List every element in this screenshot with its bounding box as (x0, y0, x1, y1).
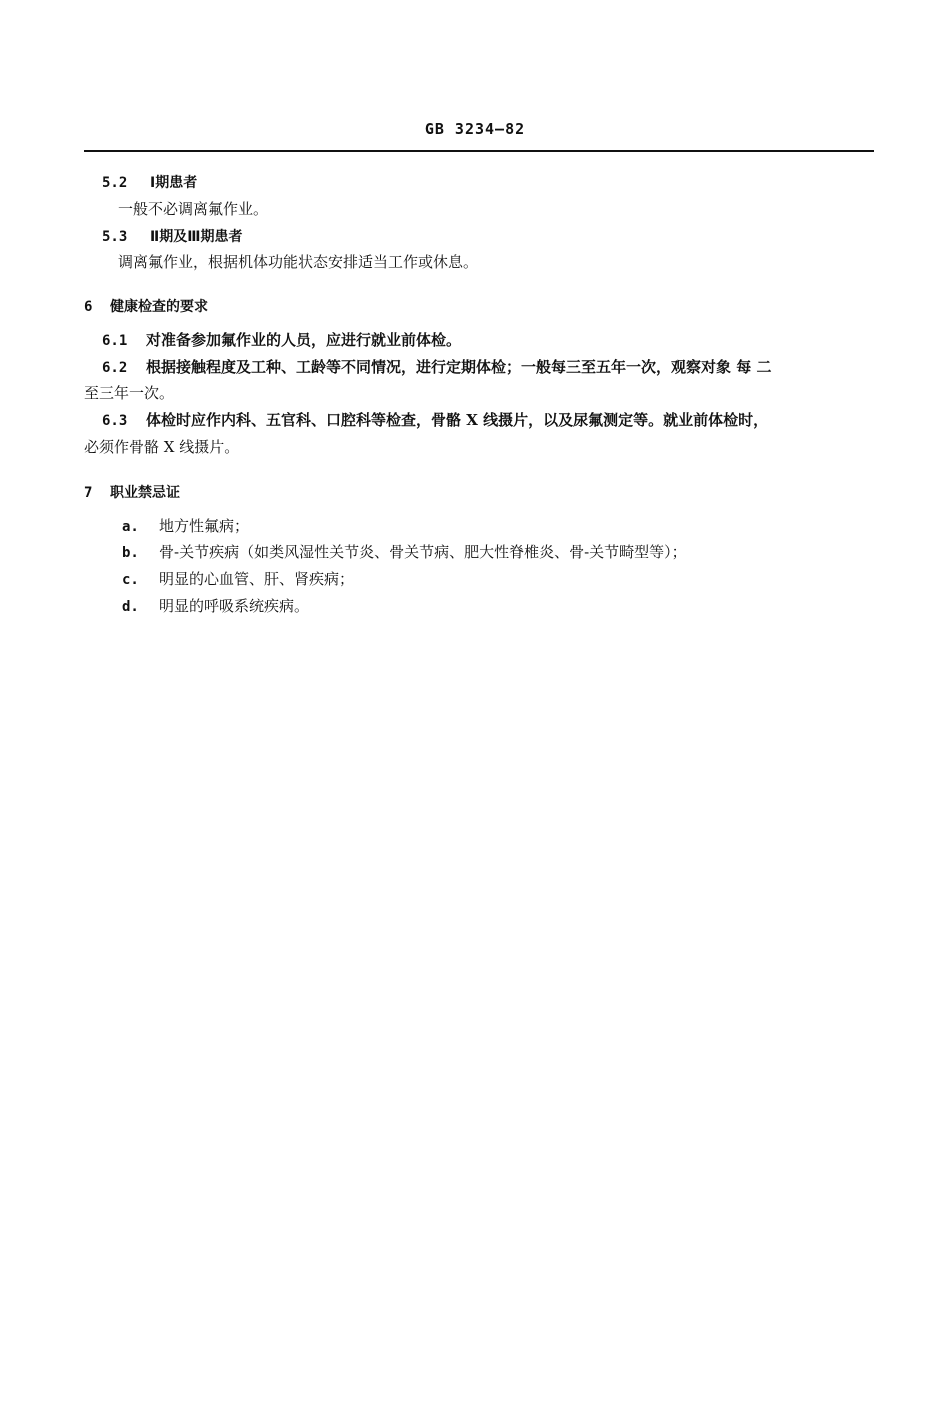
section-7-title: 职业禁忌证 (110, 485, 180, 501)
list-item-label: c. (122, 572, 139, 588)
item-6-2-text: 根据接触程度及工种、工龄等不同情况，进行定期体检；一般每三至五年一次，观察对象 每 二 (146, 358, 772, 376)
item-6-3 (102, 410, 768, 431)
list-item (122, 542, 687, 563)
list-item-label: d. (122, 599, 139, 615)
item-6-2-number: 6.2 (102, 360, 128, 376)
section-6-title: 健康检查的要求 (110, 299, 208, 315)
section-5-2-heading (102, 172, 197, 193)
section-5-3-heading (102, 226, 242, 247)
section-5-2-body: 一般不必调离氟作业。 (118, 200, 269, 218)
section-5-2-title: Ⅰ期患者 (150, 175, 198, 191)
section-5-2-number: 5.2 (102, 175, 128, 191)
section-7-heading (84, 482, 180, 503)
section-7-number: 7 (84, 485, 93, 501)
item-6-2-continuation: 至三年一次。 (84, 384, 175, 402)
item-6-1-number: 6.1 (102, 333, 128, 349)
header-rule (84, 150, 874, 152)
item-6-3-continuation: 必须作骨骼 X 线摄片。 (84, 438, 240, 456)
section-6-heading (84, 296, 208, 317)
list-item-text: 地方性氟病； (159, 517, 250, 535)
section-5-3-number: 5.3 (102, 229, 128, 245)
list-item-text: 明显的呼吸系统疾病。 (159, 597, 310, 615)
list-item-text: 明显的心血管、肝、肾疾病； (159, 570, 355, 588)
item-6-1 (102, 330, 461, 351)
list-item-text: 骨-关节疾病（如类风湿性关节炎、骨关节病、肥大性脊椎炎、骨-关节畸型等）； (159, 543, 687, 561)
section-6-number: 6 (84, 299, 93, 315)
item-6-1-text: 对准备参加氟作业的人员，应进行就业前体检。 (146, 331, 462, 349)
list-item (122, 516, 249, 537)
section-5-3-body: 调离氟作业，根据机体功能状态安排适当工作或休息。 (118, 253, 479, 271)
list-item (122, 596, 309, 617)
section-5-3-title: Ⅱ期及Ⅲ期患者 (150, 229, 243, 245)
standard-code-header: GB 3234—82 (424, 120, 526, 138)
item-6-2 (102, 357, 771, 378)
list-item (122, 569, 354, 590)
item-6-3-text: 体检时应作内科、五官科、口腔科等检查，骨骼 X 线摄片，以及尿氟测定等。就业前体检时， (146, 411, 769, 429)
list-item-label: a. (122, 519, 139, 535)
list-item-label: b. (122, 545, 139, 561)
item-6-3-number: 6.3 (102, 413, 128, 429)
